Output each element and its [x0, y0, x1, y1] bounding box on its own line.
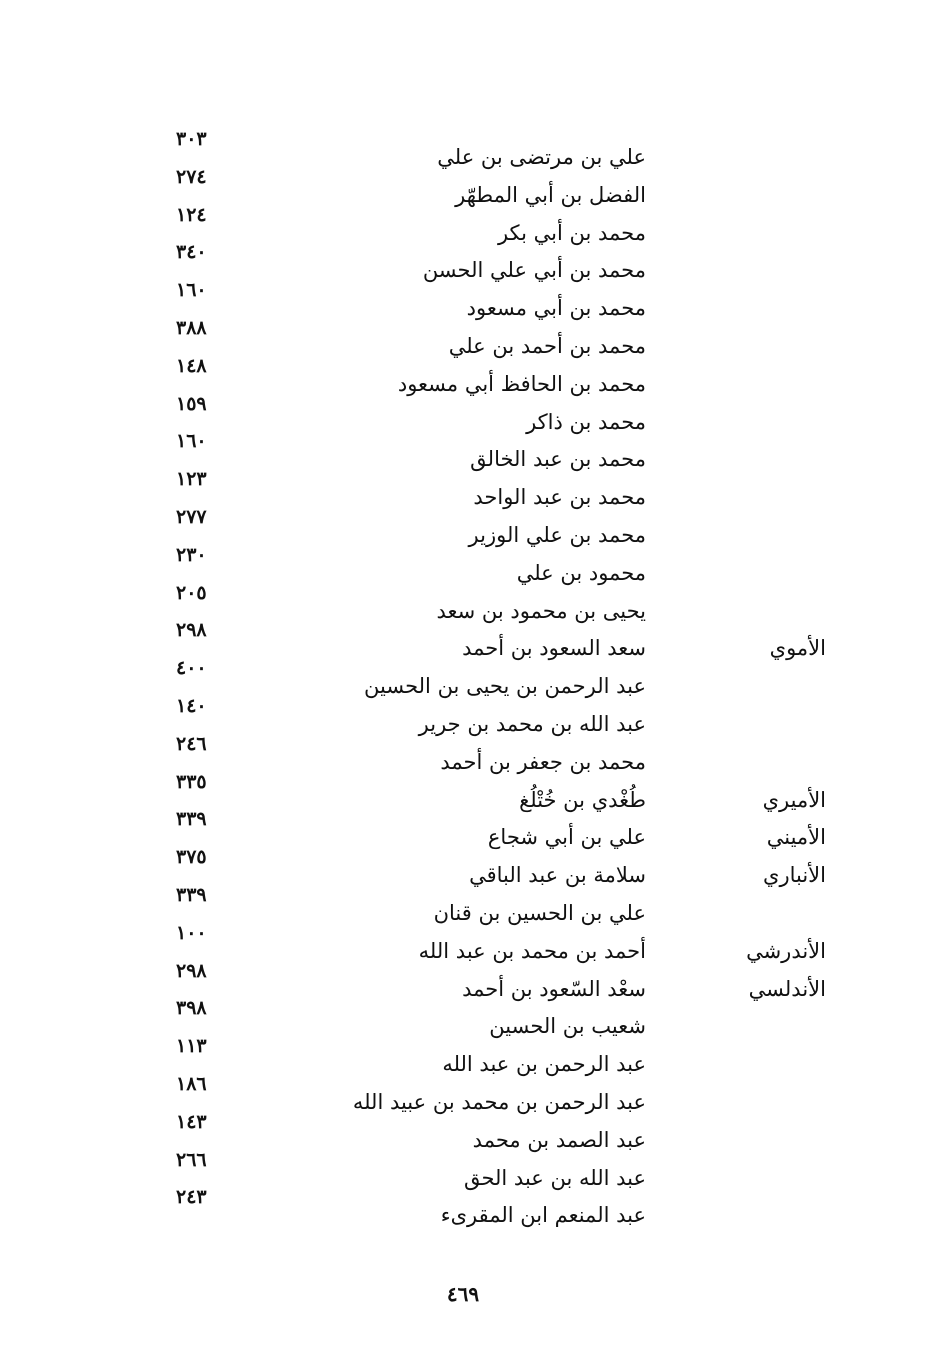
index-entry — [0, 468, 926, 516]
index-entry — [0, 1186, 926, 1234]
index-entry — [0, 279, 926, 327]
entry-page-number: ٣٩٨ — [176, 997, 207, 1020]
nisba-heading: الأنباري — [763, 863, 826, 888]
entry-name: علي بن مرتضى بن علي — [437, 145, 646, 169]
index-entry — [0, 1073, 926, 1121]
entry-page-number: ١٤٨ — [176, 354, 207, 377]
entry-name: علي بن أبي شجاع — [487, 825, 646, 850]
index-entry — [0, 695, 926, 743]
entry-page-number: ٣٣٩ — [176, 808, 207, 831]
nisba-heading: الأميني — [766, 825, 826, 850]
entry-name: محمد بن أبي بكر — [497, 220, 646, 245]
entry-page-number: ١٠٠ — [176, 921, 207, 944]
entry-name: محمد بن ذاكر — [526, 409, 646, 434]
entry-name: محمد بن علي الوزير — [468, 523, 646, 547]
entry-page-number: ٤٠٠ — [176, 657, 207, 680]
entry-page-number: ١٤٠ — [176, 695, 207, 717]
entry-page-number: ٣٤٠ — [176, 241, 207, 264]
entry-page-number: ٣٣٩ — [176, 884, 207, 906]
entry-name: محمد بن أحمد بن علي — [448, 334, 646, 358]
nisba-heading: الأندلسي — [748, 976, 826, 1001]
page-number: ٤٦٩ — [446, 1282, 480, 1306]
index-entry — [0, 241, 926, 289]
entry-name: عبد الرحمن بن عبد الله — [442, 1052, 646, 1077]
entry-name: عبد الله بن عبد الحق — [463, 1165, 646, 1190]
index-entry — [0, 392, 926, 441]
entry-page-number: ١٢٤ — [176, 203, 207, 226]
entry-name: عبد الرحمن بن محمد بن عبيد الله — [352, 1090, 646, 1114]
entry-page-number: ١١٣ — [176, 1035, 207, 1058]
index-entry — [0, 128, 926, 176]
index-entry — [0, 657, 926, 705]
index-entry — [0, 581, 926, 630]
entry-name: سعْد السّعود بن أحمد — [462, 976, 646, 1001]
entry-page-number: ٢٠٥ — [176, 581, 207, 604]
entry-name: طُغْدي بن خُتْلُغ — [519, 787, 646, 812]
entry-name: محمد بن الحافظ أبي مسعود — [397, 371, 646, 396]
index-entry — [0, 430, 926, 478]
entry-name: محمد بن عبد الخالق — [470, 447, 646, 472]
entry-page-number: ٣٧٥ — [176, 846, 207, 869]
entry-name: شعيب بن الحسين — [489, 1014, 646, 1039]
index-entry — [0, 997, 926, 1045]
entry-name: الفضل بن أبي المطهّر — [455, 182, 646, 207]
entry-name: عبد المنعم ابن المقرىء — [440, 1203, 646, 1228]
entry-page-number: ١٦٠ — [176, 430, 207, 453]
entry-page-number: ١٦٠ — [176, 279, 207, 302]
entry-page-number: ٢٧٤ — [176, 165, 207, 188]
index-entry — [0, 203, 926, 252]
index-entry — [0, 165, 926, 214]
entry-page-number: ٣٠٣ — [176, 128, 207, 150]
entry-page-number: ٢٦٦ — [176, 1148, 207, 1171]
nisba-heading: الأندرشي — [746, 938, 826, 963]
index-entry — [0, 354, 926, 403]
entry-name: عبد الله بن محمد بن جرير — [418, 712, 646, 736]
index-entry — [0, 506, 926, 554]
entry-name: يحيى بن محمود بن سعد — [436, 598, 646, 623]
entry-page-number: ٢٤٣ — [176, 1186, 207, 1209]
entry-name: علي بن الحسين بن قنان — [433, 901, 646, 925]
nisba-heading: الأميري — [762, 787, 826, 812]
entry-name: عبد الرحمن بن يحيى بن الحسين — [364, 674, 646, 699]
entry-page-number: ٢٤٦ — [176, 732, 207, 755]
entry-name: أحمد بن محمد بن عبد الله — [418, 938, 646, 963]
entry-name: محمد بن عبد الواحد — [473, 485, 646, 510]
entry-page-number: ٢٩٨ — [176, 959, 207, 982]
index-entry — [0, 1148, 926, 1197]
entry-page-number: ١٨٦ — [176, 1073, 207, 1095]
entry-page-number: ٢٩٨ — [176, 619, 207, 642]
index-entry — [0, 1035, 926, 1083]
entry-name: سلامة بن عبد الباقي — [469, 863, 646, 888]
entry-name: محمود بن علي — [516, 560, 646, 585]
index-entry — [0, 732, 926, 781]
index-entry — [0, 884, 926, 932]
entry-page-number: ١٥٩ — [176, 392, 207, 415]
entry-page-number: ٣٨٨ — [176, 317, 207, 339]
entry-page-number: ١٢٣ — [176, 468, 207, 491]
entry-name: محمد بن أبي علي الحسن — [422, 258, 646, 283]
entry-name: عبد الصمد بن محمد — [472, 1127, 646, 1152]
entry-page-number: ٣٣٥ — [176, 770, 207, 793]
index-entry — [0, 1110, 926, 1159]
entry-name: سعد السعود بن أحمد — [462, 636, 646, 661]
index-entry — [0, 543, 926, 592]
entry-page-number: ١٤٣ — [176, 1110, 207, 1133]
index-entry — [0, 317, 926, 365]
entry-name: محمد بن جعفر بن أحمد — [440, 749, 646, 774]
nisba-heading: الأموي — [769, 636, 826, 661]
entry-page-number: ٢٧٧ — [176, 506, 207, 528]
entry-name: محمد بن أبي مسعود — [466, 296, 646, 321]
entry-page-number: ٢٣٠ — [176, 543, 207, 566]
